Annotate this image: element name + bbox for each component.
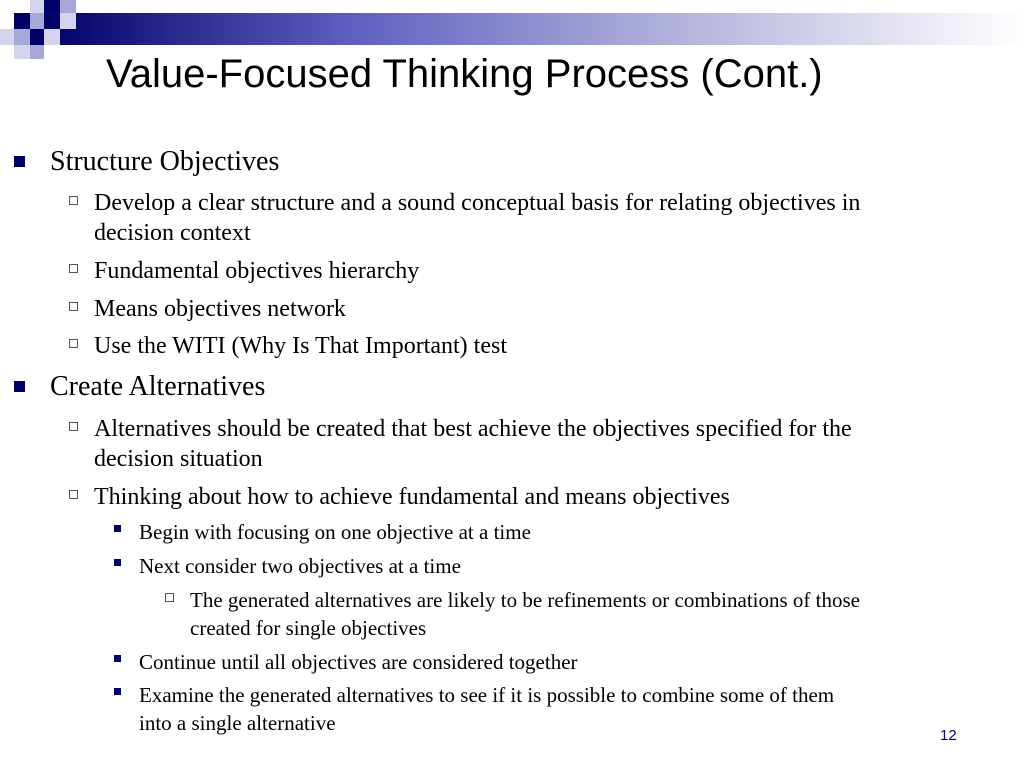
list-item-text: Examine the generated alternatives to see if it is possible to combine some of them bbox=[139, 683, 835, 707]
small-square-bullet bbox=[114, 525, 121, 532]
hollow-square-bullet bbox=[69, 490, 78, 499]
hollow-square-bullet bbox=[69, 302, 78, 311]
list-item-text: Thinking about how to achieve fundamental and means objectives bbox=[94, 484, 730, 510]
deco-square bbox=[0, 29, 14, 45]
list-item-text: Develop a clear structure and a sound conceptual basis for relating objectives in bbox=[94, 190, 861, 216]
deco-square bbox=[60, 13, 76, 29]
deco-square bbox=[14, 29, 30, 45]
list-item-text: Next consider two objectives at a time bbox=[139, 554, 461, 578]
list-item-text: decision context bbox=[94, 220, 251, 246]
list-item-text: into a single alternative bbox=[139, 711, 336, 735]
list-item-text: Continue until all objectives are considered together bbox=[139, 650, 578, 674]
hollow-square-bullet bbox=[69, 422, 78, 431]
list-item-text: Alternatives should be created that best achieve the objectives specified for the bbox=[94, 416, 852, 442]
deco-square bbox=[44, 0, 60, 13]
list-item-text: The generated alternatives are likely to be refinements or combinations of those bbox=[190, 588, 861, 612]
list-item-text: Means objectives network bbox=[94, 296, 346, 322]
hollow-square-bullet bbox=[165, 593, 174, 602]
bullet-square bbox=[14, 381, 25, 392]
list-item-text: Use the WITI (Why Is That Important) test bbox=[94, 333, 507, 359]
list-item-text: decision situation bbox=[94, 446, 263, 472]
deco-square bbox=[60, 0, 76, 13]
hollow-square-bullet bbox=[69, 264, 78, 273]
small-square-bullet bbox=[114, 655, 121, 662]
deco-square bbox=[14, 13, 30, 29]
header-gradient-band bbox=[44, 13, 1024, 45]
deco-square bbox=[44, 29, 60, 45]
deco-square bbox=[30, 13, 44, 29]
bullet-square bbox=[14, 156, 25, 167]
list-item-text: Begin with focusing on one objective at a time bbox=[139, 520, 531, 544]
bullet-label: Structure Objectives bbox=[50, 146, 280, 177]
small-square-bullet bbox=[114, 688, 121, 695]
deco-square bbox=[14, 45, 30, 59]
hollow-square-bullet bbox=[69, 196, 78, 205]
list-item-text: Fundamental objectives hierarchy bbox=[94, 258, 420, 284]
small-square-bullet bbox=[114, 559, 121, 566]
deco-square bbox=[30, 0, 44, 13]
slide-number: 12 bbox=[940, 727, 957, 744]
deco-square bbox=[30, 45, 44, 59]
slide-title: Value-Focused Thinking Process (Cont.) bbox=[106, 52, 823, 96]
deco-square bbox=[30, 29, 44, 45]
bullet-label: Create Alternatives bbox=[50, 371, 266, 402]
hollow-square-bullet bbox=[69, 339, 78, 348]
list-item-text: created for single objectives bbox=[190, 616, 427, 640]
